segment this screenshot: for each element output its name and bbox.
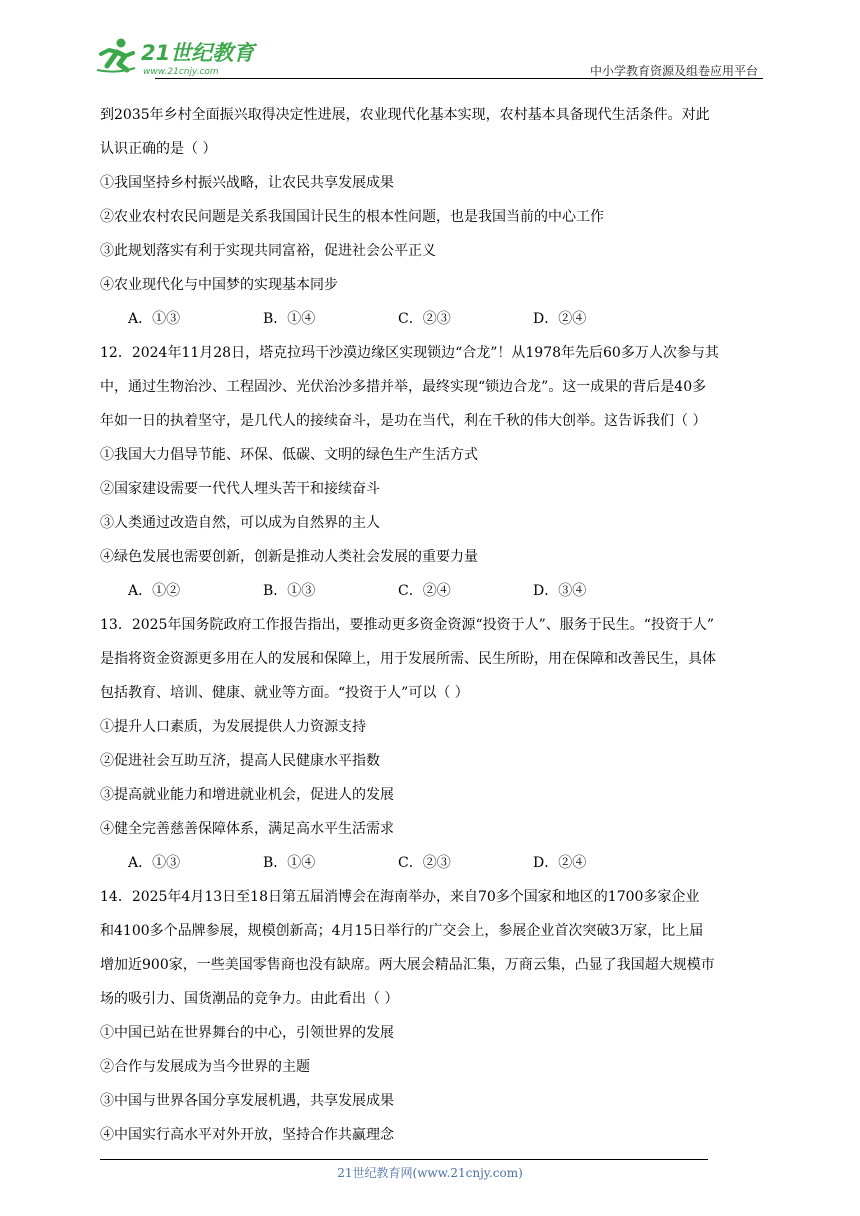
statement: ④健全完善慈善保障体系，满足高水平生活需求 xyxy=(100,821,394,837)
statement: ③中国与世界各国分享发展机遇，共享发展成果 xyxy=(100,1093,394,1109)
option-b: B．①④ xyxy=(263,311,316,327)
option-c: C．②③ xyxy=(398,855,451,871)
footer-link[interactable]: 21世纪教育网(www.21cnjy.com) xyxy=(337,1166,523,1180)
statement: ③此规划落实有利于实现共同富裕，促进社会公平正义 xyxy=(100,243,436,259)
option-b: B．①③ xyxy=(263,583,316,599)
statement: ②合作与发展成为当今世界的主题 xyxy=(100,1059,310,1075)
stem-line: 12．2024年11月28日，塔克拉玛干沙漠边缘区实现锁边“合龙”！从1978年先后60多万人次参与其 xyxy=(100,345,719,361)
option-a: A．①③ xyxy=(128,311,181,327)
statement: ①我国大力倡导节能、环保、低碳、文明的绿色生产生活方式 xyxy=(100,447,478,463)
page-header xyxy=(95,34,763,80)
option-a: A．①② xyxy=(128,583,181,599)
question-content xyxy=(100,98,762,1152)
stem-line: 和4100多个品牌参展，规模创新高；4月15日举行的广交会上，参展企业首次突破3万家，比上届 xyxy=(100,923,704,939)
platform-label: 中小学教育资源及组卷应用平台 xyxy=(589,64,758,78)
answer-options xyxy=(100,302,762,336)
footer-divider xyxy=(100,1159,708,1160)
option-d: D．③④ xyxy=(533,583,587,599)
logo-21cnjy xyxy=(95,34,265,78)
statement: ①我国坚持乡村振兴战略，让农民共享发展成果 xyxy=(100,175,394,191)
statement: ④中国实行高水平对外开放，坚持合作共赢理念 xyxy=(100,1127,394,1143)
stem-line: 增加近900家，一些美国零售商也没有缺席。两大展会精品汇集，万商云集，凸显了我国超大规模市 xyxy=(100,957,715,973)
statement: ④农业现代化与中国梦的实现基本同步 xyxy=(100,277,338,293)
option-d: D．②④ xyxy=(533,311,587,327)
svg-text:21世纪教育: 21世纪教育 xyxy=(141,41,255,65)
stem-line: 年如一日的执着坚守，是几代人的接续奋斗，是功在当代，利在千秋的伟大创举。这告诉我们（ ） xyxy=(100,413,707,429)
statement: ②国家建设需要一代代人埋头苦干和接续奋斗 xyxy=(100,481,380,497)
question-14 xyxy=(100,880,762,1152)
statement: ①提升人口素质，为发展提供人力资源支持 xyxy=(100,719,366,735)
statement: ②促进社会互助互济，提高人民健康水平指数 xyxy=(100,753,380,769)
header-divider xyxy=(155,78,763,79)
option-b: B．①④ xyxy=(263,855,316,871)
stem-line: 13．2025年国务院政府工作报告指出，要推动更多资金资源“投资于人”、服务于民生。“投资于人” xyxy=(100,617,715,633)
stem-line: 中，通过生物治沙、工程固沙、光伏治沙多措并举，最终实现“锁边合龙”。这一成果的背后是40多 xyxy=(100,379,707,395)
stem-line: 是指将资金资源更多用在人的发展和保障上，用于发展所需、民生所盼，用在保障和改善民生，具体 xyxy=(100,651,716,667)
svg-text:www.21cnjy.com: www.21cnjy.com xyxy=(143,67,219,77)
option-c: C．②③ xyxy=(398,311,451,327)
option-a: A．①③ xyxy=(128,855,181,871)
statement: ③提高就业能力和增进就业机会，促进人的发展 xyxy=(100,787,394,803)
answer-options xyxy=(100,846,762,880)
option-d: D．②④ xyxy=(533,855,587,871)
option-c: C．②④ xyxy=(398,583,451,599)
statement: ①中国已站在世界舞台的中心，引领世界的发展 xyxy=(100,1025,394,1041)
answer-options xyxy=(100,574,762,608)
stem-line: 14．2025年4月13日至18日第五届消博会在海南举办，来自70多个国家和地区的1700多家企业 xyxy=(100,889,700,905)
runner-icon xyxy=(97,39,135,72)
question-12 xyxy=(100,336,762,608)
statement: ④绿色发展也需要创新，创新是推动人类社会发展的重要力量 xyxy=(100,549,478,565)
statement: ②农业农村农民问题是关系我国国计民生的根本性问题，也是我国当前的中心工作 xyxy=(100,209,604,225)
stem-line: 到2035年乡村全面振兴取得决定性进展，农业现代化基本实现，农村基本具备现代生活条件。对此 xyxy=(100,107,710,123)
statement: ③人类通过改造自然，可以成为自然界的主人 xyxy=(100,515,380,531)
question-13 xyxy=(100,608,762,880)
stem-line: 认识正确的是（ ） xyxy=(100,141,217,157)
stem-line: 场的吸引力、国货潮品的竞争力。由此看出（ ） xyxy=(100,991,399,1007)
stem-line: 包括教育、培训、健康、就业等方面。“投资于人”可以（ ） xyxy=(100,685,469,701)
